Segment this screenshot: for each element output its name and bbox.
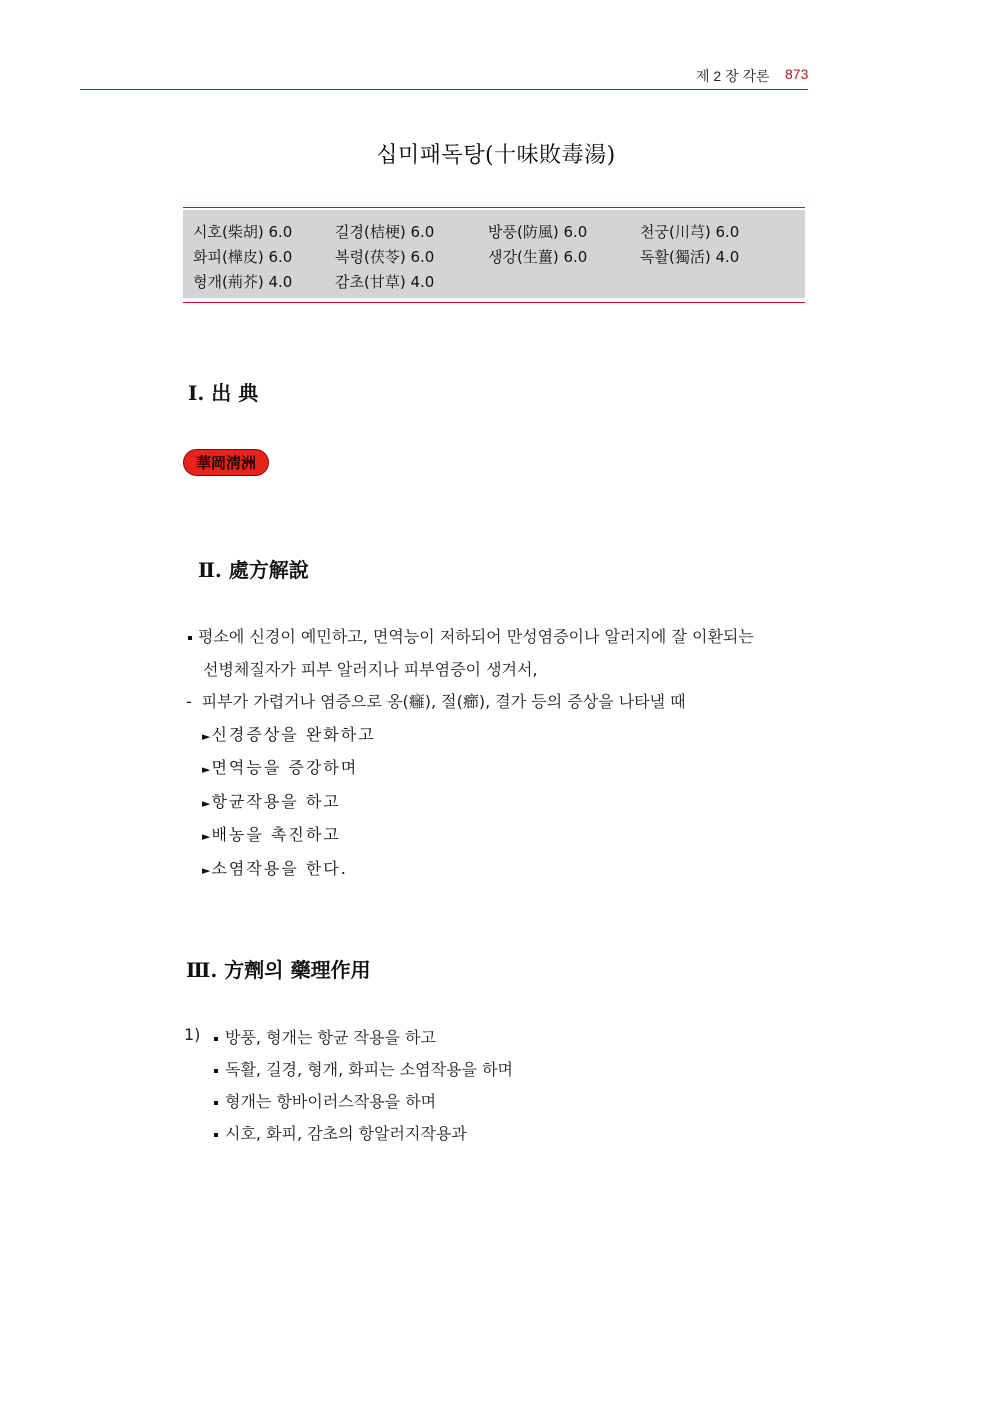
bullet-square-icon bbox=[214, 1101, 218, 1105]
pharmacology-text: 시호, 화피, 감초의 항알러지작용과 bbox=[225, 1124, 467, 1143]
herb-item: 복령(茯苓) 6.0 bbox=[335, 248, 435, 266]
source-badge: 華岡淸洲 bbox=[183, 449, 269, 476]
triangle-arrow-icon: ► bbox=[202, 830, 211, 843]
explanation-dash-line bbox=[186, 689, 686, 712]
explanation-line-2: 선병체질자가 피부 알러지나 피부염증이 생겨서, bbox=[203, 660, 538, 679]
bullet-square-icon bbox=[214, 1037, 218, 1041]
effect-text: 면역능을 증강하며 bbox=[211, 758, 359, 777]
herb-item: 천궁(川芎) 6.0 bbox=[640, 223, 740, 241]
dash-marker: - bbox=[186, 692, 192, 711]
symptom-line: 피부가 가렵거나 염증으로 옹(癰), 절(癤), 결가 등의 증상을 나타낼 때 bbox=[201, 692, 686, 711]
herb-box-top-rule bbox=[183, 207, 805, 208]
herb-item: 화피(樺皮) 6.0 bbox=[193, 248, 293, 266]
triangle-arrow-icon: ► bbox=[202, 797, 211, 810]
effect-item bbox=[202, 755, 358, 778]
herb-composition-box bbox=[183, 210, 805, 298]
explanation-line-1: 평소에 신경이 예민하고, 면역능이 저하되어 만성염증이나 알러지에 잘 이환되는 bbox=[198, 627, 754, 646]
header-divider bbox=[80, 89, 808, 90]
bullet-square-icon bbox=[214, 1069, 218, 1073]
pharmacology-item bbox=[214, 1025, 436, 1048]
effect-item bbox=[202, 789, 341, 812]
herb-item: 길경(桔梗) 6.0 bbox=[335, 223, 435, 241]
section-heading-pharmacology: Ⅲ. 方劑의 藥理作用 bbox=[186, 958, 371, 982]
effect-item bbox=[202, 822, 341, 845]
prescription-title: 십미패독탕(十味敗毒湯) bbox=[376, 143, 616, 168]
triangle-arrow-icon: ► bbox=[202, 763, 211, 776]
pharmacology-text: 형개는 항바이러스작용을 하며 bbox=[225, 1092, 437, 1111]
chapter-label: 제 2 장 각론 bbox=[696, 68, 770, 84]
triangle-arrow-icon: ► bbox=[202, 730, 211, 743]
herb-item: 시호(柴胡) 6.0 bbox=[193, 223, 293, 241]
triangle-arrow-icon: ► bbox=[202, 864, 211, 877]
effect-text: 배농을 촉진하고 bbox=[211, 825, 341, 844]
effect-item bbox=[202, 856, 348, 879]
page-number: 873 bbox=[785, 66, 809, 82]
section-heading-explanation: Ⅱ. 處方解說 bbox=[198, 558, 309, 582]
pharmacology-item bbox=[214, 1089, 436, 1112]
bullet-square-icon bbox=[188, 636, 192, 640]
pharmacology-text: 독활, 길경, 형개, 화피는 소염작용을 하며 bbox=[225, 1060, 513, 1079]
pharmacology-item bbox=[214, 1121, 467, 1144]
herb-item: 방풍(防風) 6.0 bbox=[488, 223, 588, 241]
herb-item: 형개(荊芥) 4.0 bbox=[193, 273, 293, 291]
pharmacology-number: 1) bbox=[184, 1025, 201, 1044]
effect-text: 소염작용을 한다. bbox=[211, 859, 348, 878]
explanation-bullet bbox=[188, 624, 754, 647]
effect-item bbox=[202, 722, 376, 745]
effect-text: 신경증상을 완화하고 bbox=[211, 725, 376, 744]
pharmacology-item bbox=[214, 1057, 513, 1080]
effect-text: 항균작용을 하고 bbox=[211, 792, 341, 811]
section-heading-source: Ⅰ. 出 典 bbox=[188, 381, 259, 405]
herb-box-bottom-rule bbox=[183, 302, 805, 303]
bullet-square-icon bbox=[214, 1133, 218, 1137]
herb-item: 독활(獨活) 4.0 bbox=[640, 248, 740, 266]
pharmacology-text: 방풍, 형개는 항균 작용을 하고 bbox=[225, 1028, 436, 1047]
herb-item: 감초(甘草) 4.0 bbox=[335, 273, 435, 291]
herb-item: 생강(生薑) 6.0 bbox=[488, 248, 588, 266]
